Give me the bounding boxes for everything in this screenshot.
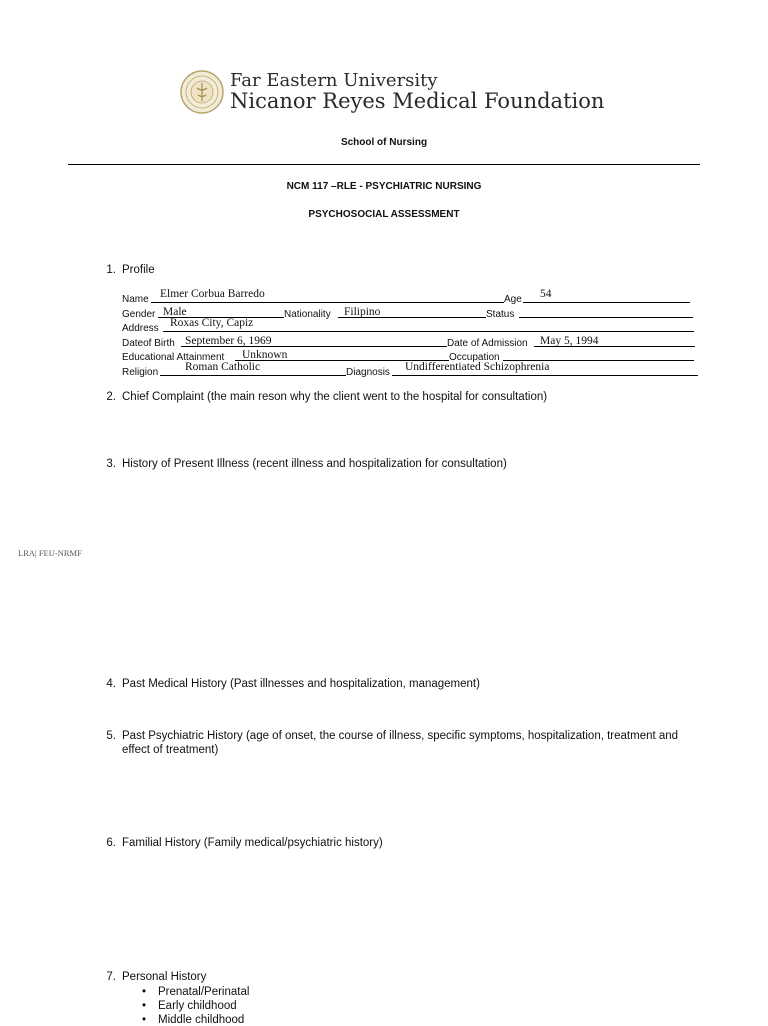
section-heading-profile: Profile — [122, 264, 155, 276]
bullet-icon: • — [142, 1000, 147, 1012]
gender-value: Male — [163, 306, 187, 318]
list-item-text: Middle childhood — [158, 1014, 245, 1026]
bullet-icon: • — [142, 986, 147, 998]
gender-label: Gender — [122, 309, 156, 320]
religion-label: Religion — [122, 367, 159, 378]
address-line — [163, 331, 694, 332]
section-number: 5. — [106, 730, 116, 742]
name-value: Elmer Corbua Barredo — [160, 288, 265, 300]
admission-date-label: Date of Admission — [447, 338, 528, 349]
diagnosis-line — [392, 375, 698, 376]
section-heading-past-psychiatric-history-cont: effect of treatment) — [122, 744, 219, 756]
age-line — [523, 302, 690, 303]
section-heading-chief-complaint: Chief Complaint (the main reson why the client went to the hospital for consultation) — [122, 391, 548, 403]
profile-row-dates — [122, 335, 700, 349]
header-divider — [68, 164, 700, 165]
dob-value: September 6, 1969 — [185, 335, 272, 347]
profile-row-name — [122, 288, 700, 305]
course-heading: NCM 117 –RLE - PSYCHIATRIC NURSING — [286, 181, 482, 192]
list-item-text: Early childhood — [158, 1000, 237, 1012]
name-label: Name — [122, 294, 149, 305]
bullet-icon: • — [142, 1014, 147, 1026]
section-number: 2. — [106, 391, 116, 403]
diagnosis-label: Diagnosis — [346, 367, 390, 378]
status-line — [519, 317, 693, 318]
section-heading-personal-history: Personal History — [122, 971, 207, 983]
logo-foundation-name: Nicanor Reyes Medical Foundation — [230, 89, 605, 113]
education-value: Unknown — [242, 349, 288, 361]
section-number: 4. — [106, 678, 116, 690]
section-heading-past-medical-history: Past Medical History (Past illnesses and hospitalization, management) — [122, 678, 480, 690]
age-value: 54 — [540, 288, 552, 300]
name-line — [151, 302, 504, 303]
nationality-value: Filipino — [344, 306, 381, 318]
side-footer-note: LRA| FEU-NRMF — [18, 548, 82, 558]
nationality-label: Nationality — [284, 309, 331, 320]
university-logo — [178, 68, 605, 120]
dob-label: Dateof Birth — [122, 338, 175, 349]
logo-university-name: Far Eastern University — [230, 70, 438, 91]
section-number: 3. — [106, 458, 116, 470]
occupation-label: Occupation — [449, 352, 500, 363]
education-label: Educational Attainment — [122, 352, 225, 363]
school-heading: School of Nursing — [340, 137, 428, 148]
university-seal-icon — [180, 70, 224, 114]
profile-row-religion — [122, 361, 700, 378]
profile-row-address — [122, 317, 700, 334]
section-heading-familial-history: Familial History (Family medical/psychiatric history) — [122, 837, 383, 849]
status-label: Status — [486, 309, 515, 320]
religion-value: Roman Catholic — [185, 361, 261, 373]
section-number: 6. — [106, 837, 116, 849]
religion-line — [160, 375, 346, 376]
diagnosis-value: Undifferentiated Schizophrenia — [405, 361, 550, 373]
section-heading-present-illness: History of Present Illness (recent illness and hospitalization for consultation) — [122, 458, 507, 470]
address-value: Roxas City, Capiz — [170, 317, 254, 329]
section-number: 7. — [106, 971, 116, 983]
section-number: 1. — [106, 264, 116, 276]
address-label: Address — [122, 323, 159, 334]
form-title: PSYCHOSOCIAL ASSESSMENT — [308, 209, 460, 220]
age-label: Age — [504, 294, 522, 305]
section-heading-past-psychiatric-history: Past Psychiatric History (age of onset, the course of illness, specific symptoms, hospitalization, treatment and — [122, 730, 679, 742]
admission-date-value: May 5, 1994 — [540, 335, 599, 347]
list-item-text: Prenatal/Perinatal — [158, 986, 250, 998]
